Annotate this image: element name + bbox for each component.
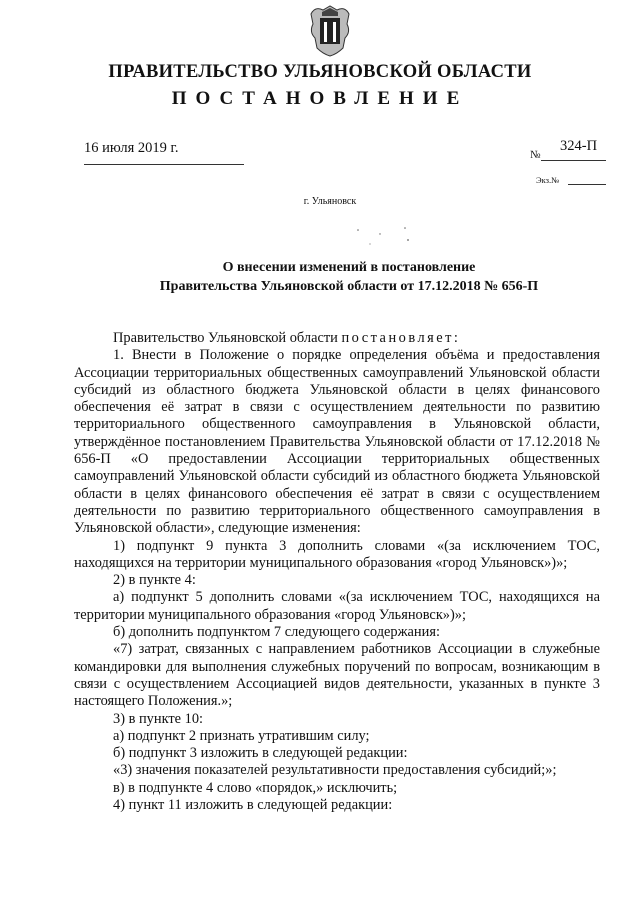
intro-subject: Правительство Ульяновской области	[113, 330, 338, 346]
paragraph-2: 1) подпункт 9 пункта 3 дополнить словами «(за исключением ТОС, находящихся на территории муниципального образования «город Ульяновск»)»;	[74, 537, 600, 571]
document-type: ПОСТАНОВЛЕНИЕ	[171, 88, 469, 109]
coat-of-arms-emblem	[305, 4, 355, 58]
document-body	[74, 330, 600, 814]
scan-specks	[350, 222, 420, 252]
document-date: 16 июля 2019 г.	[84, 140, 179, 156]
intro-verb: постановляет:	[341, 330, 461, 346]
government-name: ПРАВИТЕЛЬСТВО УЛЬЯНОВСКОЙ ОБЛАСТИ	[108, 62, 532, 82]
paragraph-12: 4) пункт 11 изложить в следующей редакции:	[113, 797, 393, 814]
title-line-1: О внесении изменений в постановление	[222, 260, 476, 275]
intro-paragraph	[74, 330, 600, 347]
paragraph-1: 1. Внести в Положение о порядке определения объёма и предоставления Ассоциации территориальных общественных самоуправлений Ульяновской области субсидий из областного бюджета Ульяновской области в целях финансового обеспечения её затрат в связи с осуществлением деятельности по развитию территориального общественного самоуправления в Ульяновской области, утверждённое постановлением Правительства Ульяновской области от 17.12.2018 № 656-П «О предоставлении Ассоциации территориальных общественных самоуправлений Ульяновской области субсидий из областного бюджета Ульяновской области в целях финансового обеспечения её затрат в связи с осуществлением деятельности по развитию территориального общественного самоуправления в Ульяновской области», следующие изменения:	[74, 347, 600, 537]
paragraph-4: а) подпункт 5 дополнить словами «(за исключением ТОС, находящихся на территории муниципального образования «город Ульяновск»)»;	[74, 589, 600, 623]
paragraph-7: 3) в пункте 10:	[113, 710, 204, 727]
city-label: г. Ульяновск	[303, 196, 357, 207]
number-underline	[541, 160, 606, 161]
paragraph-11: в) в подпункте 4 слово «порядок,» исключить;	[113, 779, 398, 796]
document-number: 324-П	[560, 138, 598, 154]
copy-label: Экз.№	[536, 175, 560, 185]
date-underline	[84, 164, 244, 165]
paragraph-9: б) подпункт 3 изложить в следующей редакции:	[113, 745, 408, 762]
paragraph-10: «3) значения показателей результативности предоставления субсидий;»;	[113, 762, 557, 779]
copy-underline	[568, 184, 606, 185]
title-line-2: Правительства Ульяновской области от 17.12.2018 № 656-П	[159, 279, 539, 294]
paragraph-3: 2) в пункте 4:	[113, 572, 196, 589]
paragraph-5: б) дополнить подпунктом 7 следующего содержания:	[113, 624, 440, 641]
paragraph-8: а) подпункт 2 признать утратившим силу;	[113, 727, 370, 744]
number-sign: №	[530, 149, 541, 161]
paragraph-6: «7) затрат, связанных с направлением работников Ассоциации в служебные командировки для выполнения служебных поручений по вопросам, возникающим в связи с осуществлением Ассоциацией видов деятельности, указанных в пункте 3 настоящего Положения.»;	[74, 641, 600, 710]
document-title	[84, 258, 614, 296]
